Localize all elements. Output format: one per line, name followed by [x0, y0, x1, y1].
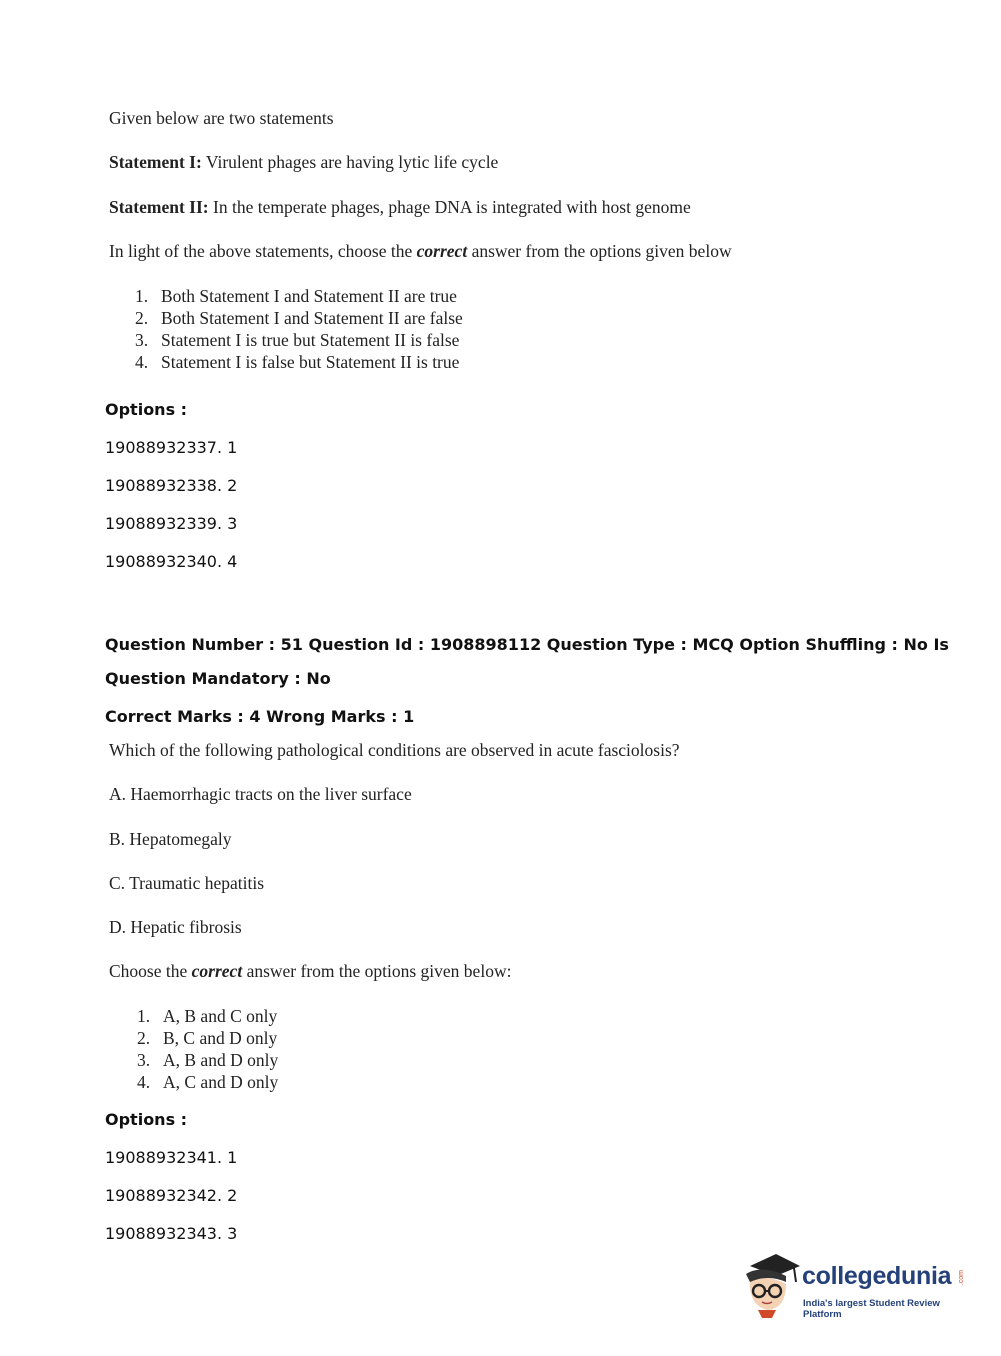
q51-option-3: 19088932343. 3: [105, 1224, 238, 1243]
collegedunia-logo[interactable]: [742, 1248, 972, 1320]
q50-option-3: 19088932339. 3: [105, 514, 238, 533]
q50-choice-list: [135, 285, 463, 373]
q50-statement-2: [109, 197, 691, 218]
statement-2-label: Statement II:: [109, 197, 209, 217]
mascot-icon: [742, 1248, 802, 1320]
logo-suffix: .com: [958, 1270, 965, 1286]
list-item: 2. Both Statement I and Statement II are false: [135, 308, 463, 328]
q51-instruction: Choose the correct answer from the options given below:: [109, 961, 512, 981]
statement-1-label: Statement I:: [109, 152, 202, 172]
q50-intro: Given below are two statements: [109, 108, 334, 128]
logo-tagline: India's largest Student Review Platform: [803, 1298, 940, 1320]
q51-item-c: C. Traumatic hepatitis: [109, 873, 265, 893]
statement-2-text: In the temperate phages, phage DNA is integrated with host genome: [208, 197, 691, 217]
statement-1-text: Virulent phages are having lytic life cycle: [201, 152, 499, 172]
list-item: 4. Statement I is false but Statement II is true: [135, 352, 460, 372]
q51-options-label: Options :: [105, 1110, 188, 1129]
q51-question-text: Which of the following pathological conditions are observed in acute fasciolosis?: [109, 740, 680, 760]
q51-choice-list: [137, 1005, 278, 1093]
q50-statement-1: [109, 152, 498, 173]
q50-instruction: In light of the above statements, choose the correct answer from the options given below: [109, 241, 732, 261]
list-item: 3. Statement I is true but Statement II is false: [135, 330, 460, 350]
q50-option-2: 19088932338. 2: [105, 476, 238, 495]
q50-option-4: 19088932340. 4: [105, 552, 238, 571]
q51-header-line-1: Question Number : 51 Question Id : 1908898112 Question Type : MCQ Option Shuffling : No Is: [105, 635, 949, 654]
q51-item-b: B. Hepatomegaly: [109, 829, 232, 849]
q50-options-label: Options :: [105, 400, 188, 419]
q51-item-d: D. Hepatic fibrosis: [109, 917, 242, 937]
logo-wordmark: collegedunia: [802, 1262, 952, 1290]
list-item: 4. A, C and D only: [137, 1072, 279, 1092]
list-item: 2. B, C and D only: [137, 1028, 278, 1048]
list-item: 3. A, B and D only: [137, 1050, 279, 1070]
list-item: 1. Both Statement I and Statement II are true: [135, 286, 457, 306]
q51-item-a: A. Haemorrhagic tracts on the liver surface: [109, 784, 412, 804]
q50-option-1: 19088932337. 1: [105, 438, 238, 457]
q51-marks: Correct Marks : 4 Wrong Marks : 1: [105, 707, 415, 726]
q51-option-1: 19088932341. 1: [105, 1148, 238, 1167]
q51-header-line-2: Question Mandatory : No: [105, 669, 331, 688]
q51-option-2: 19088932342. 2: [105, 1186, 238, 1205]
list-item: 1. A, B and C only: [137, 1006, 278, 1026]
